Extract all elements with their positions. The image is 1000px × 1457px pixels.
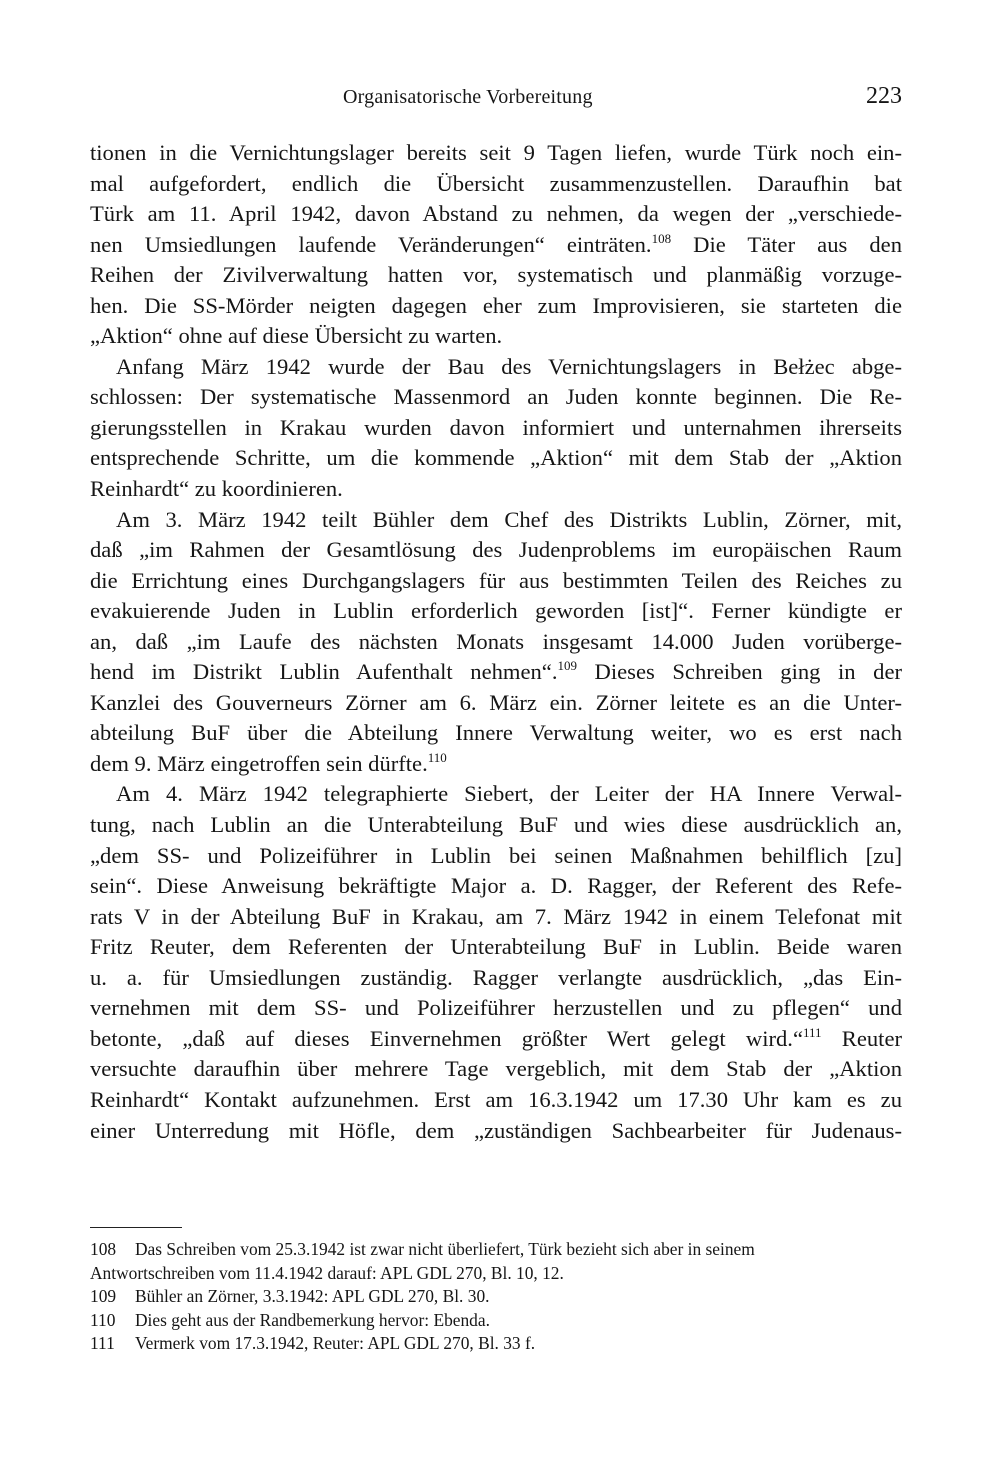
text-line: Anfang März 1942 wurde der Bau des Vernichtungslagers in Bełżec abge- (116, 353, 902, 379)
page-number: 223 (866, 83, 902, 109)
text-line: vernehmen mit dem SS- und Polizeiführer herzustellen und zu pflegen“ und (90, 995, 902, 1021)
text-line: Am 3. März 1942 teilt Bühler dem Chef des Distrikts Lublin, Zörner, mit, (116, 506, 902, 532)
footnote-text: Bühler an Zörner, 3.3.1942: APL GDL 270, Bl. 30. (135, 1286, 490, 1306)
running-head: Organisatorische Vorbereitung (343, 86, 593, 108)
text-line: tung, nach Lublin an die Unterabteilung BuF und wies diese ausdrücklich an, (90, 812, 902, 838)
text-line: Reinhardt“ zu koordinieren. (90, 476, 343, 502)
footnote-reference: 111 (802, 1024, 822, 1040)
text-line: einer Unterredung mit Höfle, dem „zuständigen Sachbearbeiter für Judenaus- (90, 1117, 902, 1143)
footnote-separator (90, 1227, 182, 1228)
text-line: Fritz Reuter, dem Referenten der Unterabteilung BuF in Lublin. Beide waren (90, 934, 902, 960)
text-line: abteilung BuF über die Abteilung Innere Verwaltung weiter, wo es erst nach (90, 720, 902, 746)
text-line: gierungsstellen in Krakau wurden davon informiert und unternahmen ihrerseits (90, 414, 902, 440)
text-line: mal aufgefordert, endlich die Übersicht zusammenzustellen. Daraufhin bat (90, 170, 902, 196)
text-line: an, daß „im Laufe des nächsten Monats insgesamt 14.000 Juden vorüberge- (90, 628, 902, 654)
text-line: nen Umsiedlungen laufende Veränderungen“ einträten.$^{108}$ Die Täter aus den (90, 230, 902, 257)
text-line: die Errichtung eines Durchgangslagers für aus bestimmten Teilen des Reiches zu (90, 567, 902, 593)
text-line: hend im Distrikt Lublin Aufenthalt nehmen“.$^{109}$ Dieses Schreiben ging in der (90, 658, 902, 685)
text-line: evakuierende Juden in Lublin erforderlich geworden [ist]“. Ferner kündigte er (90, 598, 902, 624)
text-line: hen. Die SS-Mörder neigten dagegen eher zum Improvisieren, sie starteten die (90, 292, 902, 318)
text-line: tionen in die Vernichtungslager bereits seit 9 Tagen liefen, wurde Türk noch ein- (90, 140, 902, 165)
text-line: schlossen: Der systematische Massenmord an Juden konnte beginnen. Die Re- (90, 384, 902, 410)
text-line: Reihen der Zivilverwaltung hatten vor, systematisch und planmäßig vorzuge- (90, 262, 902, 288)
text-line: u. a. für Umsiedlungen zuständig. Ragger verlangte ausdrücklich, „das Ein- (90, 964, 902, 990)
text-line: „Aktion“ ohne auf diese Übersicht zu warten. (90, 323, 503, 349)
footnote-text: Antwortschreiben vom 11.4.1942 darauf: APL GDL 270, Bl. 10, 12. (90, 1262, 564, 1283)
text-line: Am 4. März 1942 telegraphierte Siebert, der Leiter der HA Innere Verwal- (116, 781, 902, 807)
footnotes (90, 1238, 910, 1356)
footnote-number: 110 (90, 1309, 116, 1330)
footnote (90, 1309, 910, 1333)
page-header (0, 83, 1000, 116)
text-line: sein“. Diese Anweisung bekräftigte Major a. D. Ragger, der Referent des Refe- (90, 873, 902, 899)
text-line: Türk am 11. April 1942, davon Abstand zu nehmen, da wegen der „verschiede- (90, 201, 902, 227)
text-line: versuchte daraufhin über mehrere Tage vergeblich, mit dem Stab der „Aktion (90, 1056, 902, 1082)
text-line: Reinhardt“ Kontakt aufzunehmen. Erst am 16.3.1942 um 17.30 Uhr kam es zu (90, 1086, 902, 1112)
footnote (90, 1332, 910, 1356)
footnote-number: 111 (90, 1333, 115, 1353)
footnote-number: 109 (90, 1286, 117, 1306)
main-text (90, 138, 902, 1146)
text-line: daß „im Rahmen der Gesamtlösung des Judenproblems im europäischen Raum (90, 537, 902, 563)
footnote-text: Dies geht aus der Randbemerkung hervor: Ebenda. (135, 1309, 490, 1330)
footnote-reference: 109 (557, 658, 577, 674)
footnote (90, 1262, 910, 1286)
footnote (90, 1238, 910, 1262)
footnote-text: Vermerk vom 17.3.1942, Reuter: APL GDL 270, Bl. 33 f. (135, 1333, 536, 1353)
text-line: rats V in der Abteilung BuF in Krakau, am 7. März 1942 in einem Telefonat mit (90, 903, 902, 929)
footnote-text: Das Schreiben vom 25.3.1942 ist zwar nicht überliefert, Türk bezieht sich aber in seinem (135, 1239, 755, 1259)
text-line: dem 9. März eingetroffen sein dürfte.$^{110}$ (90, 749, 447, 776)
text-line: „dem SS- und Polizeiführer in Lublin bei seinen Maßnahmen behilflich [zu] (90, 842, 902, 868)
footnote-reference: 110 (427, 749, 447, 765)
text-line: Kanzlei des Gouverneurs Zörner am 6. März ein. Zörner leitete es an die Unter- (90, 689, 902, 715)
text-line: betonte, „daß auf dieses Einvernehmen größter Wert gelegt wird.“$^{111}$ Reuter (90, 1024, 902, 1051)
text-line: entsprechende Schritte, um die kommende „Aktion“ mit dem Stab der „Aktion (90, 445, 902, 471)
footnote-reference: 108 (651, 230, 672, 246)
footnote (90, 1285, 910, 1309)
footnote-number: 108 (90, 1239, 117, 1259)
